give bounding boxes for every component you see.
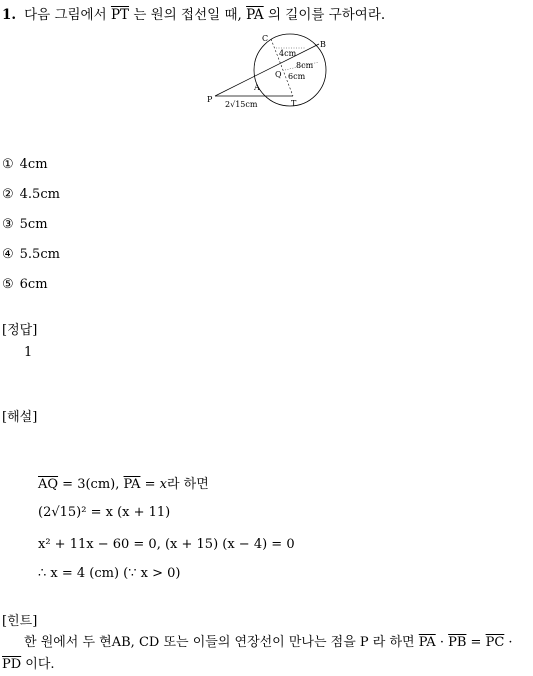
circle [254,34,326,106]
secant-pb [215,44,319,96]
hint-text: 한 원에서 두 현AB, CD 또는 이들의 연장선이 만나는 점을 P 라 하면 $\overline{PA} \cdot \overline{PB} = \overline{PC} \cdot \overline{PD}$ 이다. [2,635,513,672]
len-qt: 6cm [288,72,306,81]
segment-pt: $\overline{PT}$ [110,7,130,23]
hint-label: [힌트] [2,614,38,629]
answer-label: [정답] [2,323,38,338]
choice-4[interactable]: ④ 5.5cm [2,247,60,262]
label-c: C [262,34,269,43]
label-p: P [207,95,213,104]
question-number: 1. [2,7,17,23]
len-pt: 2√15cm [225,100,258,109]
answer-value: 1 [24,345,33,360]
chord-ct [271,39,293,96]
len-qb: 8cm [296,61,314,70]
choice-2[interactable]: ② 4.5cm [2,187,60,202]
solution-eq1: $\overline{AQ} = 3(cm)$, $\overline{PA} = x$라 하면 [38,477,209,492]
segment-pa: $\overline{PA}$ [246,7,264,23]
len-cq: 4cm [279,49,297,58]
question-line: 1. 다음 그림에서 $\overline{PT}$ 는 원의 접선일 때, $\overline{PA}$ 의 길이를 구하여라. [2,7,386,23]
choice-1[interactable]: ① 4cm [2,157,48,172]
solution-eq3: x² + 11x − 60 = 0, (x + 15) (x − 4) = 0 [38,537,295,552]
solution-label: [해설] [2,410,38,425]
solution-eq4: ∴ x = 4 (cm) (∵ x > 0) [38,566,181,581]
solution-eq2: (2√15)² = x (x + 11) [38,505,171,520]
label-b: B [320,40,326,49]
label-t: T [291,99,297,108]
label-a: A [254,83,260,92]
choice-3[interactable]: ③ 5cm [2,217,48,232]
choice-5[interactable]: ⑤ 6cm [2,277,48,292]
label-q: Q [275,70,282,79]
geometry-figure [205,30,335,112]
